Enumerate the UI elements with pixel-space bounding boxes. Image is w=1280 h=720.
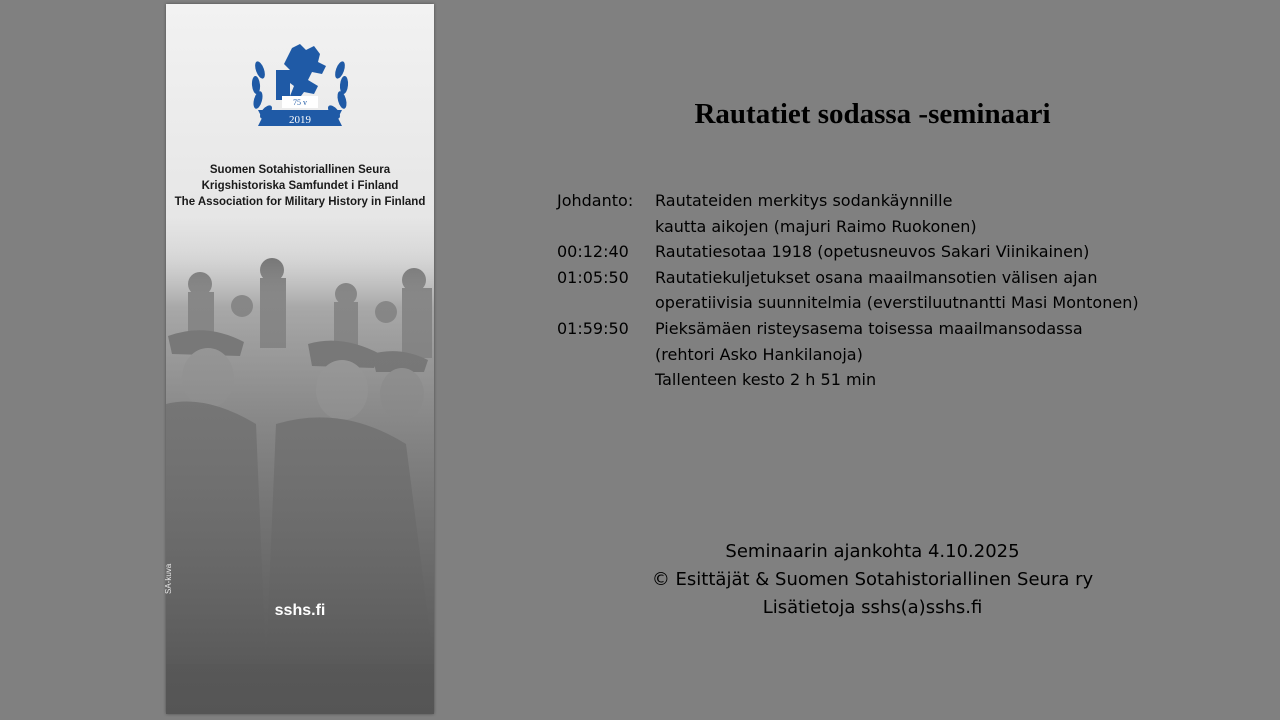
organization-names: [166, 162, 434, 210]
program-time: 00:12:40: [557, 242, 629, 262]
seminar-date: Seminaarin ajankohta 4.10.2025: [725, 541, 1020, 562]
program-description: operatiivisia suunnitelmia (everstiluutnantti Masi Montonen): [655, 293, 1139, 313]
program-row: [557, 239, 1139, 265]
program-time: 01:05:50: [557, 267, 629, 287]
program-description: (rehtori Asko Hankilanoja): [655, 344, 863, 364]
logo-year: 2019: [289, 114, 311, 126]
program-description: Rautatiekuljetukset osana maailmansotien välisen ajan: [655, 267, 1098, 287]
program-description: Rautatiesotaa 1918 (opetusneuvos Sakari Viinikainen): [655, 242, 1090, 262]
program-time: [557, 214, 655, 240]
program-description: Rautateiden merkitys sodankäynnille: [655, 191, 953, 210]
program-row: [557, 367, 1139, 393]
program-description: kautta aikojen (majuri Raimo Ruokonen): [655, 216, 977, 236]
copyright-notice: © Esittäjät & Suomen Sotahistoriallinen Seura ry: [651, 569, 1094, 590]
program-row: [557, 290, 1139, 316]
program-time: Johdanto:: [557, 191, 634, 210]
program-time: [557, 342, 655, 368]
program-row: [557, 342, 1139, 368]
program-row: [557, 316, 1139, 342]
program-row: [557, 214, 1139, 240]
website-url: sshs.fi: [274, 602, 326, 619]
seminar-footer: [560, 538, 1185, 622]
contact-info: Lisätietoja sshs(a)sshs.fi: [762, 597, 983, 618]
program-time: [557, 290, 655, 316]
org-name-fi: Suomen Sotahistoriallinen Seura: [209, 164, 391, 176]
association-logo-icon: [248, 40, 352, 132]
logo-badge: 75 v: [293, 98, 307, 107]
program-time: [557, 367, 655, 393]
program-time: 01:59:50: [557, 318, 629, 338]
program-description: Tallenteen kesto 2 h 51 min: [655, 370, 877, 390]
org-name-sv: Krigshistoriska Samfundet i Finland: [201, 180, 399, 192]
program-description: Pieksämäen risteysasema toisessa maailmansodassa: [655, 318, 1083, 338]
photo-credit: SA-kuva: [164, 563, 173, 594]
soldiers-photo: [166, 244, 434, 664]
program-list: [557, 188, 1139, 393]
org-name-en: The Association for Military History in Finland: [174, 196, 426, 208]
rollup-banner: [166, 4, 434, 714]
program-row: [557, 265, 1139, 291]
program-row: [557, 188, 1139, 214]
seminar-title: Rautatiet sodassa -seminaari: [694, 98, 1051, 130]
